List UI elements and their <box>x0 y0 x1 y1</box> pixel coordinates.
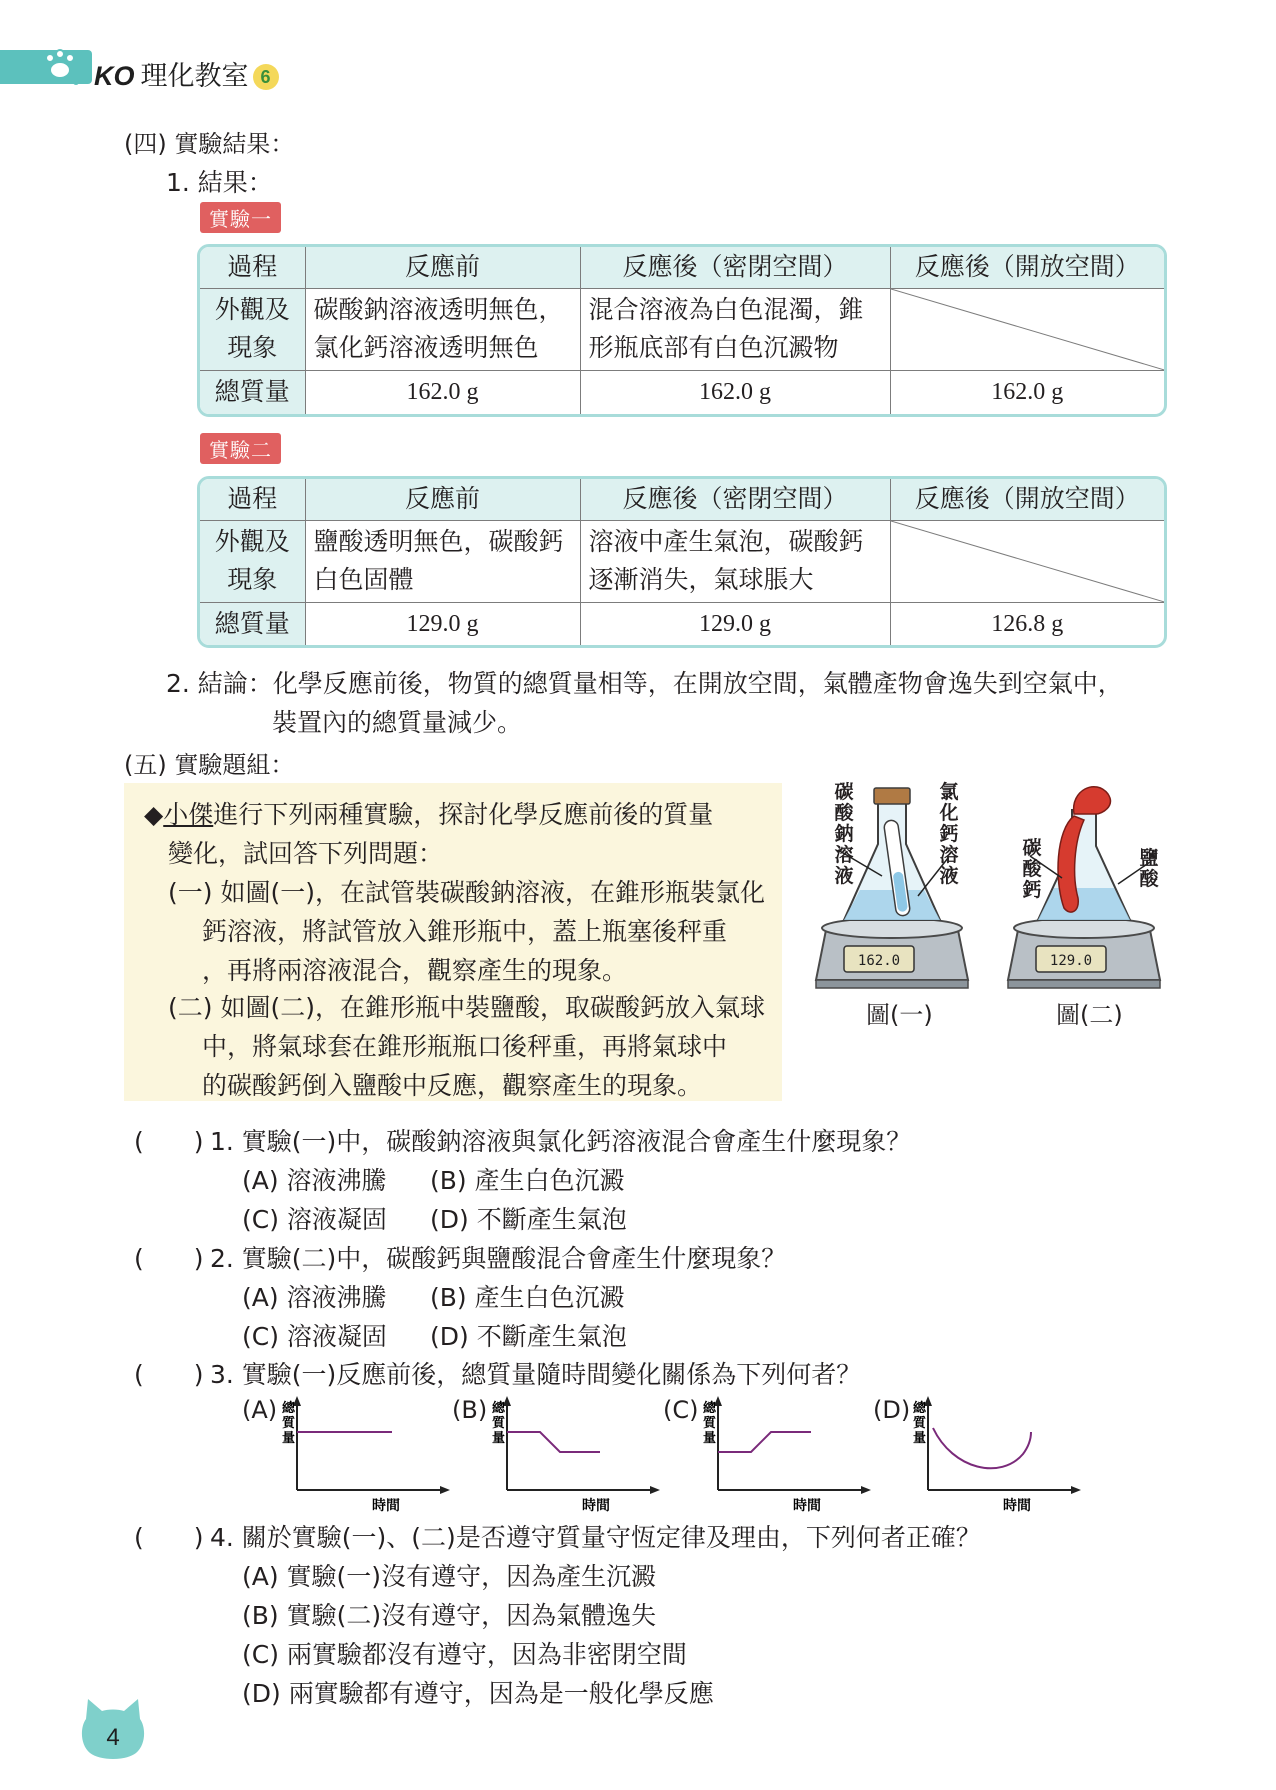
mass-value: 126.8 g <box>890 602 1164 645</box>
question-2-text: 2. 實驗(二)中，碳酸鈣與鹽酸混合會產生什麼現象？ <box>210 1244 787 1273</box>
header-title <box>94 54 279 93</box>
graph-option-c-label[interactable]: (C) <box>663 1396 699 1424</box>
option-b[interactable]: (B) 產生白色沉澱 <box>430 1283 625 1312</box>
problem-line: ◆小傑進行下列兩種實驗，探討化學反應前後的質量 <box>144 800 714 829</box>
table-cell: 混合溶液為白色混濁，錐 形瓶底部有白色沉澱物 <box>580 288 890 370</box>
figure-2-label-left: 碳 酸 鈣 <box>1022 837 1042 901</box>
option-d[interactable]: (D) 不斷產生氣泡 <box>430 1322 627 1351</box>
table-header: 反應前 <box>305 479 580 520</box>
figure-1-caption: 圖(一) <box>866 1001 933 1029</box>
graph-option-b[interactable] <box>482 1394 662 1514</box>
figure-2-label-right: 鹽 酸 <box>1139 847 1159 890</box>
experiment-1-tag: 實驗一 <box>200 202 281 233</box>
problem-statement-box <box>124 783 782 1101</box>
option-b[interactable]: (B) 產生白色沉澱 <box>430 1166 625 1195</box>
svg-text:總: 總 <box>913 1401 927 1416</box>
table-header: 過程 <box>200 247 305 288</box>
scale-display: 129.0 <box>1049 953 1093 969</box>
experiment-2-tag: 實驗二 <box>200 433 281 464</box>
mass-value: 129.0 g <box>580 602 890 645</box>
option-a[interactable]: (A) 實驗(一)沒有遵守，因為產生沉澱 <box>242 1562 657 1591</box>
mass-value: 162.0 g <box>580 370 890 414</box>
person-name: 小傑 <box>163 800 214 829</box>
option-a[interactable]: (A) 溶液沸騰 <box>242 1283 387 1312</box>
table-cell: 溶液中產生氣泡，碳酸鈣 逐漸消失，氣球脹大 <box>580 520 890 602</box>
table-header: 過程 <box>200 479 305 520</box>
page-number: 4 <box>106 1724 120 1751</box>
graph-option-d-label[interactable]: (D) <box>873 1396 911 1424</box>
option-c[interactable]: (C) 溶液凝固 <box>242 1205 387 1234</box>
table-header: 反應後（開放空間） <box>890 479 1164 520</box>
row-header: 總質量 <box>200 370 305 414</box>
problem-item-1-line: (一) 如圖(一)，在試管裝碳酸鈉溶液，在錐形瓶裝氯化 <box>168 878 765 907</box>
table-cell: 鹽酸透明無色，碳酸鈣 白色固體 <box>305 520 580 602</box>
svg-text:質: 質 <box>703 1416 717 1431</box>
option-c[interactable]: (C) 溶液凝固 <box>242 1322 387 1351</box>
svg-text:量: 量 <box>913 1431 927 1446</box>
svg-text:量: 量 <box>492 1431 506 1446</box>
experiment-1-table <box>197 244 1167 417</box>
conclusion-line-1: 2. 結論：化學反應前後，物質的總質量相等，在開放空間，氣體產物會逸失到空氣中， <box>166 669 1123 698</box>
graph-option-c[interactable] <box>693 1394 873 1514</box>
table-header: 反應前 <box>305 247 580 288</box>
question-3-text: 3. 實驗(一)反應前後，總質量隨時間變化關係為下列何者？ <box>210 1360 862 1389</box>
mass-value: 129.0 g <box>305 602 580 645</box>
empty-diagonal-cell <box>890 288 1164 370</box>
problem-item-2-line: 中，將氣球套在錐形瓶瓶口後秤重，再將氣球中 <box>202 1032 728 1061</box>
svg-text:量: 量 <box>703 1431 717 1446</box>
svg-text:時間: 時間 <box>1003 1498 1031 1514</box>
volume-badge: 6 <box>253 64 279 90</box>
option-d[interactable]: (D) 兩實驗都有遵守，因為是一般化學反應 <box>242 1679 714 1708</box>
scale-display: 162.0 <box>857 953 901 969</box>
svg-text:時間: 時間 <box>582 1498 610 1514</box>
figure-2-caption: 圖(二) <box>1056 1001 1123 1029</box>
option-a[interactable]: (A) 溶液沸騰 <box>242 1166 387 1195</box>
graph-option-a-label[interactable]: (A) <box>242 1396 278 1424</box>
section-4-heading: (四) 實驗結果： <box>124 130 295 158</box>
row-header: 外觀及 現象 <box>200 520 305 602</box>
svg-text:總: 總 <box>703 1401 717 1416</box>
answer-blank[interactable]: ( ) <box>134 1523 204 1552</box>
problem-item-1-line: ，再將兩溶液混合，觀察產生的現象。 <box>202 956 628 985</box>
graph-option-b-label[interactable]: (B) <box>452 1396 488 1424</box>
svg-text:時間: 時間 <box>372 1498 400 1514</box>
experiment-2-table <box>197 476 1167 648</box>
svg-text:總: 總 <box>492 1401 506 1416</box>
svg-text:量: 量 <box>282 1431 296 1446</box>
table-cell: 碳酸鈉溶液透明無色， 氯化鈣溶液透明無色 <box>305 288 580 370</box>
mass-value: 162.0 g <box>305 370 580 414</box>
cat-page-icon <box>78 1697 148 1763</box>
section-5-heading: (五) 實驗題組： <box>124 751 295 779</box>
answer-blank[interactable]: ( ) <box>134 1127 204 1156</box>
problem-line: 變化，試回答下列問題： <box>168 839 444 868</box>
figure-1-label-right: 氯 化 鈣 溶 液 <box>939 781 959 887</box>
answer-blank[interactable]: ( ) <box>134 1360 204 1389</box>
empty-diagonal-cell <box>890 520 1164 602</box>
table-header: 反應後（密閉空間） <box>580 479 890 520</box>
series-title: 理化教室 <box>140 61 249 91</box>
bullet-icon: ◆ <box>144 800 164 829</box>
figure-1-label-left: 碳 酸 鈉 溶 液 <box>834 781 854 887</box>
option-c[interactable]: (C) 兩實驗都沒有遵守，因為非密閉空間 <box>242 1640 687 1669</box>
svg-text:質: 質 <box>282 1416 296 1431</box>
graph-option-a[interactable] <box>272 1394 452 1514</box>
graph-option-d[interactable] <box>903 1394 1083 1514</box>
question-4-text: 4. 關於實驗(一)、(二)是否遵守質量守恆定律及理由，下列何者正確？ <box>210 1523 981 1552</box>
problem-item-2-line: 的碳酸鈣倒入鹽酸中反應，觀察產生的現象。 <box>202 1071 703 1100</box>
svg-text:質: 質 <box>492 1416 506 1431</box>
table-header: 反應後（開放空間） <box>890 247 1164 288</box>
brand-mark: KO <box>94 61 135 91</box>
problem-item-1-line: 鈣溶液，將試管放入錐形瓶中，蓋上瓶塞後秤重 <box>202 917 728 946</box>
row-header: 外觀及 現象 <box>200 288 305 370</box>
svg-text:質: 質 <box>913 1416 927 1431</box>
conclusion-line-2: 裝置內的總質量減少。 <box>272 708 523 737</box>
problem-item-2-line: (二) 如圖(二)，在錐形瓶中裝鹽酸，取碳酸鈣放入氣球 <box>168 993 765 1022</box>
table-header: 反應後（密閉空間） <box>580 247 890 288</box>
paw-icon <box>38 44 82 88</box>
option-d[interactable]: (D) 不斷產生氣泡 <box>430 1205 627 1234</box>
row-header: 總質量 <box>200 602 305 645</box>
mass-value: 162.0 g <box>890 370 1164 414</box>
svg-text:時間: 時間 <box>793 1498 821 1514</box>
svg-text:總: 總 <box>282 1401 296 1416</box>
answer-blank[interactable]: ( ) <box>134 1244 204 1273</box>
result-subheading: 1. 結果： <box>166 168 273 197</box>
option-b[interactable]: (B) 實驗(二)沒有遵守，因為氣體逸失 <box>242 1601 657 1630</box>
question-1-text: 1. 實驗(一)中，碳酸鈉溶液與氯化鈣溶液混合會產生什麼現象？ <box>210 1127 912 1156</box>
